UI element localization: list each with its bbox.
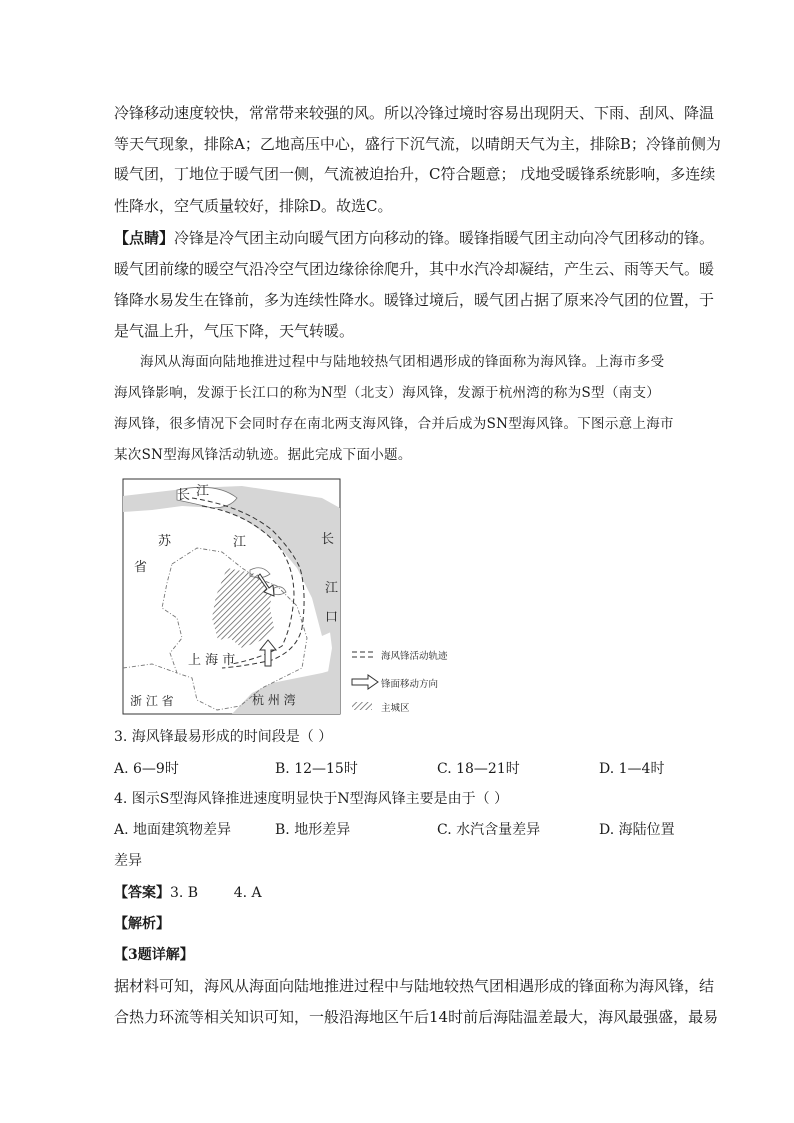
q4-option-d[interactable]: D. 海陆位置	[599, 822, 675, 838]
detail-line: 合热力环流等相关知识可知，一般沿海地区午后14时前后海陆温差最大，海风最强盛，最易	[114, 1008, 719, 1026]
q4-option-d-continuation: 差异	[114, 853, 142, 869]
question-4-stem: 4. 图示S型海风锋推进速度明显快于N型海风锋主要是由于（ ）	[114, 791, 509, 807]
tip-line	[114, 228, 714, 248]
detail-tag-text: 【3题详解】	[114, 947, 194, 963]
legend-arrow-icon	[352, 675, 378, 689]
q3-option-d[interactable]: D. 1—4时	[599, 761, 665, 777]
passage-line: 海风从海面向陆地推进过程中与陆地较热气团相遇形成的锋面称为海风锋。上海市多受	[140, 354, 665, 370]
answer-paragraph-line: 等天气现象，排除A；乙地高压中心，盛行下沉气流，以晴朗天气为主，排除B；冷锋前侧为	[114, 135, 721, 153]
tip-line: 暖气团前缘的暖空气沿冷空气团边缘徐徐爬升，其中水汽冷却凝结，产生云、雨等天气。暖	[114, 260, 715, 278]
analysis-tag	[114, 914, 170, 934]
q4-option-b[interactable]: B. 地形差异	[275, 822, 351, 838]
passage-line: 海风锋影响，发源于长江口的称为N型（北支）海风锋，发源于杭州湾的称为S型（南支）	[114, 385, 661, 401]
tip-line: 是气温上升，气压下降，天气转暖。	[114, 322, 355, 340]
map-label-jiang: 江	[196, 484, 210, 499]
q3-option-a[interactable]: A. 6—9时	[114, 761, 179, 777]
map-label-jiang2: 江	[233, 535, 247, 550]
map-label-sheng: 省	[134, 560, 148, 575]
q3-option-b[interactable]: B. 12—15时	[275, 761, 358, 777]
tip-line: 锋降水易发生在锋前，多为连续性降水。暖锋过境后，暖气团占据了原来冷气团的位置，于	[114, 291, 715, 309]
answer-line	[114, 883, 262, 903]
map-label-shanghai: 上 海 市	[188, 653, 236, 668]
answer-paragraph-line: 冷锋移动速度较快，常常带来较强的风。所以冷锋过境时容易出现阴天、下雨、刮风、降温	[114, 104, 715, 122]
passage-line: 某次SN型海风锋活动轨迹。据此完成下面小题。	[114, 447, 412, 463]
detail-line: 据材料可知，海风从海面向陆地推进过程中与陆地较热气团相遇形成的锋面称为海风锋，结	[114, 977, 715, 995]
answer-paragraph-line: 暖气团，丁地位于暖气团一侧，气流被迫抬升，C符合题意； 戊地受暖锋系统影响，多连续	[114, 165, 716, 183]
answer-text: 3. B 4. A	[170, 885, 262, 901]
tip-tag: 【点睛】	[114, 229, 175, 247]
map-label-chang: 长	[177, 488, 191, 503]
map-label-kou: 口	[325, 610, 339, 625]
tip-first-line: 冷锋是冷气团主动向暖气团方向移动的锋。暖锋指暖气团主动向冷气团移动的锋。	[174, 229, 715, 247]
passage-line: 海风锋，很多情况下会同时存在南北两支海风锋，合并后成为SN型海风锋。下图示意上海市	[114, 416, 674, 432]
sea-breeze-front-map	[122, 478, 448, 716]
legend-urban-label: 主城区	[381, 703, 410, 714]
map-label-hangzhouwan: 杭 州 湾	[252, 693, 296, 707]
q4-option-c[interactable]: C. 水汽含量差异	[437, 822, 541, 838]
map-label-su: 苏	[158, 534, 172, 549]
legend-track-label: 海风锋活动轨迹	[381, 651, 448, 662]
answer-tag: 【答案】	[114, 885, 170, 901]
question-3-stem: 3. 海风锋最易形成的时间段是（ ）	[114, 729, 333, 745]
map-label-zhejiang: 浙 江 省	[130, 694, 174, 708]
answer-paragraph-line: 性降水，空气质量较好，排除D。故选C。	[114, 197, 393, 215]
q4-option-a[interactable]: A. 地面建筑物差异	[114, 822, 232, 838]
legend-urban-swatch	[352, 702, 372, 710]
map-label-jiang3: 江	[325, 581, 339, 596]
q3-option-c[interactable]: C. 18—21时	[437, 761, 520, 777]
detail-tag	[114, 945, 194, 965]
map-label-chang2: 长	[321, 532, 335, 547]
legend-direction-label: 锋面移动方向	[381, 679, 439, 690]
analysis-tag-text: 【解析】	[114, 916, 170, 932]
